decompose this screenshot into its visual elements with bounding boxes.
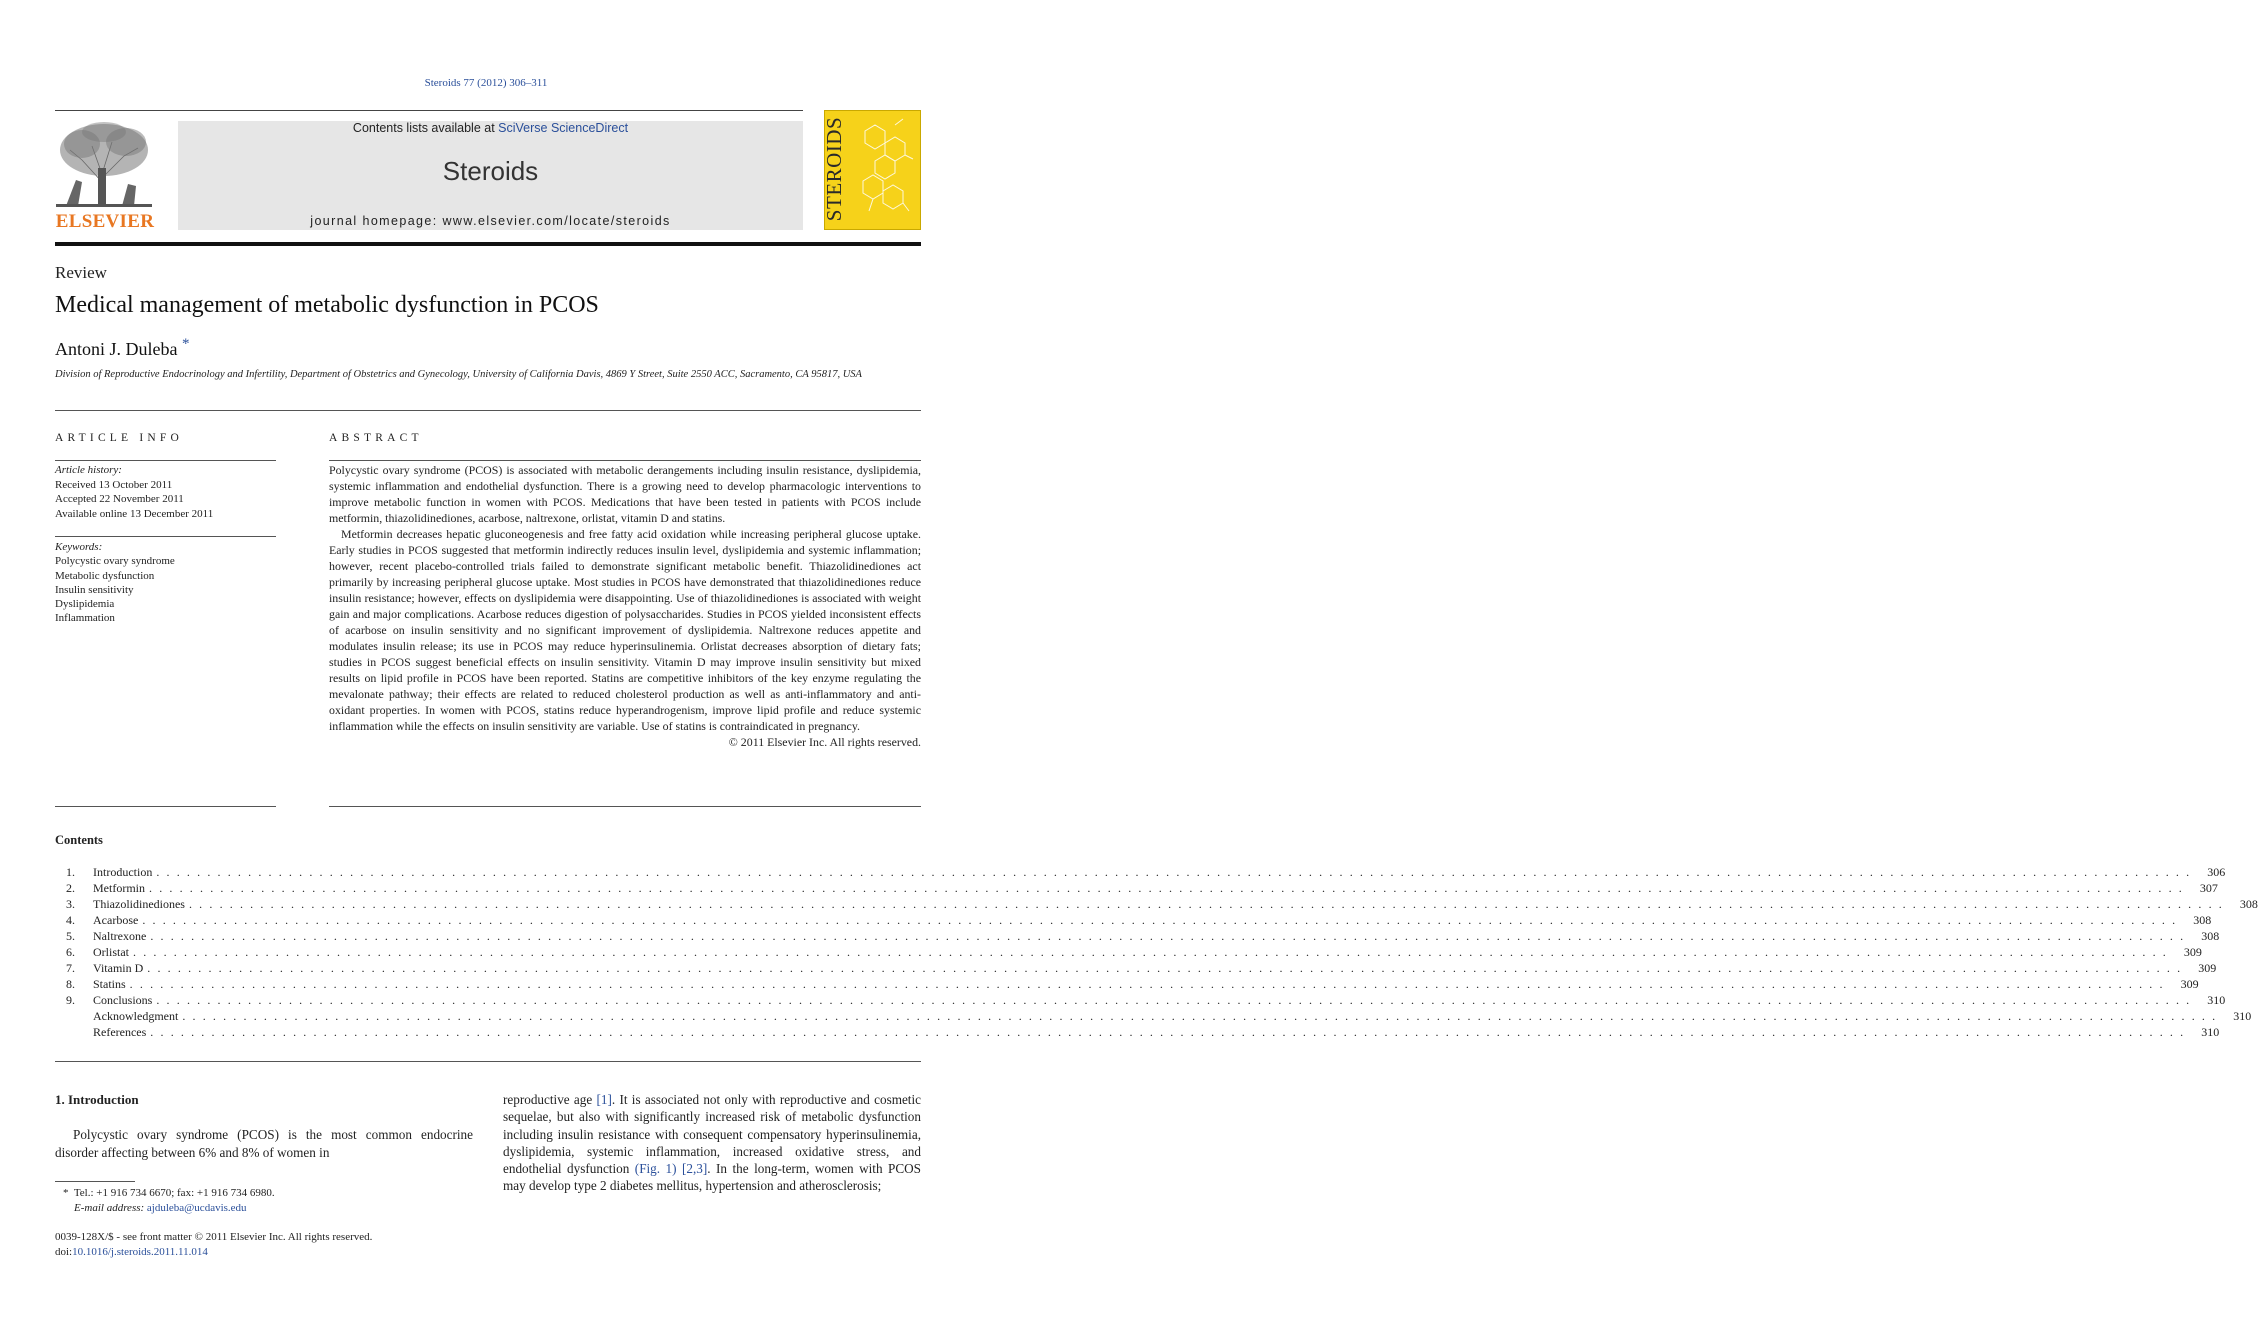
keywords-block <box>55 540 276 626</box>
toc-row[interactable] <box>55 1008 2252 1024</box>
footnote-email <box>63 1201 473 1216</box>
toc-row[interactable] <box>55 944 2202 960</box>
toc-leader-dots: . . . . . . . . . . . . . . . . . . . . . . . . . . . . . . . . . . . . . . . . . . . . . . . . . . . . . . . . . . . . . . . . . . . . . . . . . . . . . . . . . . . . . . . . . . . . . . . . . . . . . . . . . . . . . . . . . . . . . . . . . . . . . . . . . . . . . . . . . . . . . . . . . . . . . . . . . . . . . . . . . . . . . . . . . . . . . . . . . . . . . . . . . . . . . . . . . . . . . . . . <box>156 865 2192 879</box>
keywords-rule <box>55 536 276 537</box>
abstract-top-rule <box>329 460 921 461</box>
toc-title[interactable]: Acarbose <box>93 913 139 927</box>
reference-link[interactable]: [1] <box>596 1092 612 1107</box>
corresponding-author-footnote <box>63 1186 473 1216</box>
toc-leader-dots: . . . . . . . . . . . . . . . . . . . . . . . . . . . . . . . . . . . . . . . . . . . . . . . . . . . . . . . . . . . . . . . . . . . . . . . . . . . . . . . . . . . . . . . . . . . . . . . . . . . . . . . . . . . . . . . . . . . . . . . . . . . . . . . . . . . . . . . . . . . . . . . . . . . . . . . . . . . . . . . . . . . . . . . . . . . . . . . . . . . . . . . . . . . . . . . . . . . . . . . . <box>182 1009 2218 1023</box>
elsevier-wordmark: ELSEVIER <box>55 211 155 232</box>
toc-page: 309 <box>2198 961 2217 975</box>
reference-link[interactable]: [2,3] <box>682 1161 708 1177</box>
toc-page: 309 <box>2183 945 2202 959</box>
header-thick-rule <box>55 242 921 246</box>
accepted-date: Accepted 22 November 2011 <box>55 493 184 506</box>
toc-row[interactable] <box>55 992 2226 1008</box>
abstract-paragraph: Metformin decreases hepatic gluconeogenesis and free fatty acid oxidation while increasing peripheral glucose uptake. Early studies in PCOS suggested that metformin indirectly reduces insulin level, dyslipidemia and systemic inflammation; however, recent placebo-controlled trials failed to demonstrate significant metabolic benefit. Thiazolidinediones act primarily by increasing peripheral glucose uptake. Most studies in PCOS have demonstrated that thiazolidinediones reduce insulin resistance; however, effects on dyslipidemia were disappointing. Use of thiazolidinediones is associated with weight gain and major complications. Acarbose reduces digestion of polysaccharides. Studies in PCOS yielded inconsistent effects of acarbose on insulin sensitivity and no significant improvement of dyslipidemia. Naltrexone reduces appetite and modulates insulin release; its use in PCOS may reduce hyperinsulinemia. Orlistat decreases absorption of dietary fats; studies in PCOS suggest beneficial effects on insulin sensitivity. Vitamin D may improve insulin sensitivity but mixed results on lipid profile in PCOS have been reported. Statins are competitive inhibitors of the key enzyme regulating the mevalonate pathway; their effects are related to reduced cholesterol production as well as anti-inflammatory and anti-oxidant properties. In women with PCOS, statins reduce hyperandrogenism, improve lipid profile and reduce systemic inflammation while the effects on insulin sensitivity are variable. Use of statins is contraindicated in pregnancy. <box>329 526 921 733</box>
toc-title[interactable]: Acknowledgment <box>93 1009 179 1023</box>
intro-text: . In the long-term, women with PCOS may develop type 2 diabetes mellitus, hypertension and atherosclerosis; <box>503 1161 922 1194</box>
toc-title[interactable]: Metformin <box>93 881 145 895</box>
author-line <box>55 336 189 360</box>
toc-page: 307 <box>2199 881 2218 895</box>
toc-number: 3. <box>66 897 75 911</box>
affiliation: Division of Reproductive Endocrinology and Infertility, Department of Obstetrics and Gynecology, University of California Davis, 4869 Y Street, Suite 2550 ACC, Sacramento, CA 95817, USA <box>55 369 862 380</box>
toc-title[interactable]: Orlistat <box>93 945 129 959</box>
keyword: Inflammation <box>55 612 115 625</box>
toc-row[interactable] <box>55 1024 2220 1040</box>
intro-text: reproductive age <box>503 1092 597 1107</box>
toc-title[interactable]: Naltrexone <box>93 929 147 943</box>
table-of-contents <box>55 864 2258 1040</box>
doi-line <box>55 1245 555 1260</box>
article-title: Medical management of metabolic dysfunction in PCOS <box>55 292 599 318</box>
article-info-rule <box>55 460 276 461</box>
abstract-bottom-rule <box>329 806 921 807</box>
author-name[interactable]: Antoni J. Duleba <box>55 339 178 359</box>
phone-fax: Tel.: +1 916 734 6670; fax: +1 916 734 6980. <box>73 1187 275 1199</box>
keyword: Dyslipidemia <box>55 598 115 611</box>
affiliation-rule <box>55 410 921 411</box>
journal-name: Steroids <box>442 156 539 186</box>
introduction-heading: 1. Introduction <box>55 1092 139 1107</box>
article-history <box>55 463 276 521</box>
article-type: Review <box>55 263 107 282</box>
keyword: Polycystic ovary syndrome <box>55 555 175 568</box>
online-date: Available online 13 December 2011 <box>55 507 214 520</box>
keyword: Insulin sensitivity <box>55 583 134 596</box>
toc-page: 306 <box>2207 865 2226 879</box>
contents-heading: Contents <box>55 833 103 847</box>
toc-title[interactable]: References <box>93 1025 147 1039</box>
toc-number: 9. <box>66 993 75 1007</box>
sciencedirect-link[interactable]: SciVerse ScienceDirect <box>498 121 629 135</box>
toc-leader-dots: . . . . . . . . . . . . . . . . . . . . . . . . . . . . . . . . . . . . . . . . . . . . . . . . . . . . . . . . . . . . . . . . . . . . . . . . . . . . . . . . . . . . . . . . . . . . . . . . . . . . . . . . . . . . . . . . . . . . . . . . . . . . . . . . . . . . . . . . . . . . . . . . . . . . . . . . . . . . . . . . . . . . . . . . . . . . . . . . . . . . . . . . . . . . . . . . . . . . . . . . <box>188 897 2224 911</box>
toc-title[interactable]: Thiazolidinediones <box>93 897 185 911</box>
abstract-heading: ABSTRACT <box>329 432 423 444</box>
toc-row[interactable] <box>55 880 2218 896</box>
toc-row[interactable] <box>55 960 2217 976</box>
toc-title[interactable]: Vitamin D <box>93 961 144 975</box>
toc-page: 309 <box>2180 977 2199 991</box>
toc-number: 6. <box>66 945 75 959</box>
author-footnote-mark[interactable]: * <box>181 336 190 352</box>
figure-link[interactable]: (Fig. 1) <box>634 1161 677 1177</box>
contents-rule <box>55 1061 921 1062</box>
doi-link[interactable]: 10.1016/j.steroids.2011.11.014 <box>72 1245 208 1258</box>
received-date: Received 13 October 2011 <box>55 478 173 491</box>
article-info-bottom-rule <box>55 806 276 807</box>
toc-number: 5. <box>66 929 75 943</box>
toc-leader-dots: . . . . . . . . . . . . . . . . . . . . . . . . . . . . . . . . . . . . . . . . . . . . . . . . . . . . . . . . . . . . . . . . . . . . . . . . . . . . . . . . . . . . . . . . . . . . . . . . . . . . . . . . . . . . . . . . . . . . . . . . . . . . . . . . . . . . . . . . . . . . . . . . . . . . . . . . . . . . . . . . . . . . . . . . . . . . . . . . . . . . . . . . . . . . . . . . . . . . . . . . <box>129 977 2165 991</box>
toc-number <box>55 1008 75 1024</box>
abstract-paragraph: Polycystic ovary syndrome (PCOS) is associated with metabolic derangements including insulin resistance, dyslipidemia, systemic inflammation and endothelial dysfunction. There is a growing need to develop pharmacologic interventions to improve metabolic function in women with PCOS. Medications that have been tested in patients with PCOS include metformin, thiazolidinediones, acarbose, naltrexone, orlistat, vitamin D and statins. <box>329 463 921 525</box>
toc-page: 310 <box>2201 1025 2220 1039</box>
footnote-rule <box>55 1181 135 1182</box>
history-label: Article history: <box>55 464 122 476</box>
doi-label: doi: <box>55 1245 73 1258</box>
intro-text-right <box>503 1091 921 1195</box>
toc-page: 308 <box>2239 897 2258 911</box>
contents-available-line <box>178 121 803 135</box>
footnote-contact <box>63 1186 473 1201</box>
toc-number: 1. <box>66 865 75 879</box>
toc-number: 8. <box>66 977 75 991</box>
footnote-mark: * <box>63 1187 69 1199</box>
cover-title: STEROIDS <box>822 116 846 222</box>
keywords-label: Keywords: <box>55 541 103 553</box>
toc-title[interactable]: Introduction <box>93 865 153 879</box>
toc-leader-dots: . . . . . . . . . . . . . . . . . . . . . . . . . . . . . . . . . . . . . . . . . . . . . . . . . . . . . . . . . . . . . . . . . . . . . . . . . . . . . . . . . . . . . . . . . . . . . . . . . . . . . . . . . . . . . . . . . . . . . . . . . . . . . . . . . . . . . . . . . . . . . . . . . . . . . . . . . . . . . . . . . . . . . . . . . . . . . . . . . . . . . . . . . . . . . . . . . . . . . . . . <box>142 913 2178 927</box>
toc-row[interactable] <box>55 928 2220 944</box>
header-top-rule <box>55 110 803 111</box>
toc-page: 310 <box>2207 993 2226 1007</box>
toc-leader-dots: . . . . . . . . . . . . . . . . . . . . . . . . . . . . . . . . . . . . . . . . . . . . . . . . . . . . . . . . . . . . . . . . . . . . . . . . . . . . . . . . . . . . . . . . . . . . . . . . . . . . . . . . . . . . . . . . . . . . . . . . . . . . . . . . . . . . . . . . . . . . . . . . . . . . . . . . . . . . . . . . . . . . . . . . . . . . . . . . . . . . . . . . . . . . . . . . . . . . . . . . <box>150 929 2186 943</box>
journal-citation[interactable]: Steroids 77 (2012) 306–311 <box>424 77 548 89</box>
article-info-heading: ARTICLE INFO <box>55 432 183 444</box>
abstract-copyright: © 2011 Elsevier Inc. All rights reserved. <box>728 734 921 749</box>
toc-number <box>55 1024 75 1040</box>
intro-text-left: Polycystic ovary syndrome (PCOS) is the most common endocrine disorder affecting between 6% and 8% of women in <box>55 1127 473 1160</box>
contents-prefix: Contents lists available at <box>352 121 499 135</box>
toc-page: 308 <box>2193 913 2212 927</box>
toc-row[interactable] <box>55 864 2226 880</box>
keyword: Metabolic dysfunction <box>55 569 155 582</box>
toc-leader-dots: . . . . . . . . . . . . . . . . . . . . . . . . . . . . . . . . . . . . . . . . . . . . . . . . . . . . . . . . . . . . . . . . . . . . . . . . . . . . . . . . . . . . . . . . . . . . . . . . . . . . . . . . . . . . . . . . . . . . . . . . . . . . . . . . . . . . . . . . . . . . . . . . . . . . . . . . . . . . . . . . . . . . . . . . . . . . . . . . . . . . . . . . . . . . . . . . . . . . . . . . <box>156 993 2192 1007</box>
toc-title[interactable]: Conclusions <box>93 993 153 1007</box>
toc-title[interactable]: Statins <box>93 977 126 991</box>
intro-text: . It is associated not only with reproductive and cosmetic sequelae, but also with significantly increased risk of metabolic dysfunction including insulin resistance with consequent compensatory hyperinsulinemia, dyslipidemia, systemic inflammation, increased oxidative stress, and endothelial dysfunction <box>503 1092 921 1177</box>
toc-leader-dots: . . . . . . . . . . . . . . . . . . . . . . . . . . . . . . . . . . . . . . . . . . . . . . . . . . . . . . . . . . . . . . . . . . . . . . . . . . . . . . . . . . . . . . . . . . . . . . . . . . . . . . . . . . . . . . . . . . . . . . . . . . . . . . . . . . . . . . . . . . . . . . . . . . . . . . . . . . . . . . . . . . . . . . . . . . . . . . . . . . . . . . . . . . . . . . . . . . . . . . . . <box>147 961 2183 975</box>
toc-leader-dots: . . . . . . . . . . . . . . . . . . . . . . . . . . . . . . . . . . . . . . . . . . . . . . . . . . . . . . . . . . . . . . . . . . . . . . . . . . . . . . . . . . . . . . . . . . . . . . . . . . . . . . . . . . . . . . . . . . . . . . . . . . . . . . . . . . . . . . . . . . . . . . . . . . . . . . . . . . . . . . . . . . . . . . . . . . . . . . . . . . . . . . . . . . . . . . . . . . . . . . . . <box>133 945 2168 959</box>
toc-page: 310 <box>2233 1009 2252 1023</box>
issn-line: 0039-128X/$ - see front matter © 2011 Elsevier Inc. All rights reserved. <box>55 1231 373 1243</box>
toc-leader-dots: . . . . . . . . . . . . . . . . . . . . . . . . . . . . . . . . . . . . . . . . . . . . . . . . . . . . . . . . . . . . . . . . . . . . . . . . . . . . . . . . . . . . . . . . . . . . . . . . . . . . . . . . . . . . . . . . . . . . . . . . . . . . . . . . . . . . . . . . . . . . . . . . . . . . . . . . . . . . . . . . . . . . . . . . . . . . . . . . . . . . . . . . . . . . . . . . . . . . . . . . <box>150 1025 2186 1039</box>
journal-homepage[interactable]: journal homepage: www.elsevier.com/locate/steroids <box>310 214 671 228</box>
toc-leader-dots: . . . . . . . . . . . . . . . . . . . . . . . . . . . . . . . . . . . . . . . . . . . . . . . . . . . . . . . . . . . . . . . . . . . . . . . . . . . . . . . . . . . . . . . . . . . . . . . . . . . . . . . . . . . . . . . . . . . . . . . . . . . . . . . . . . . . . . . . . . . . . . . . . . . . . . . . . . . . . . . . . . . . . . . . . . . . . . . . . . . . . . . . . . . . . . . . . . . . . . . . <box>149 881 2184 895</box>
toc-page: 308 <box>2201 929 2220 943</box>
email-label: E-mail address: <box>74 1202 145 1214</box>
toc-row[interactable] <box>55 896 2258 912</box>
toc-number: 2. <box>66 881 75 895</box>
toc-row[interactable] <box>55 976 2199 992</box>
publication-meta <box>55 1230 555 1259</box>
email-link[interactable]: ajduleba@ucdavis.edu <box>146 1202 247 1214</box>
toc-row[interactable] <box>55 912 2212 928</box>
abstract-body <box>329 463 921 751</box>
toc-number: 7. <box>66 961 75 975</box>
toc-number: 4. <box>66 913 75 927</box>
